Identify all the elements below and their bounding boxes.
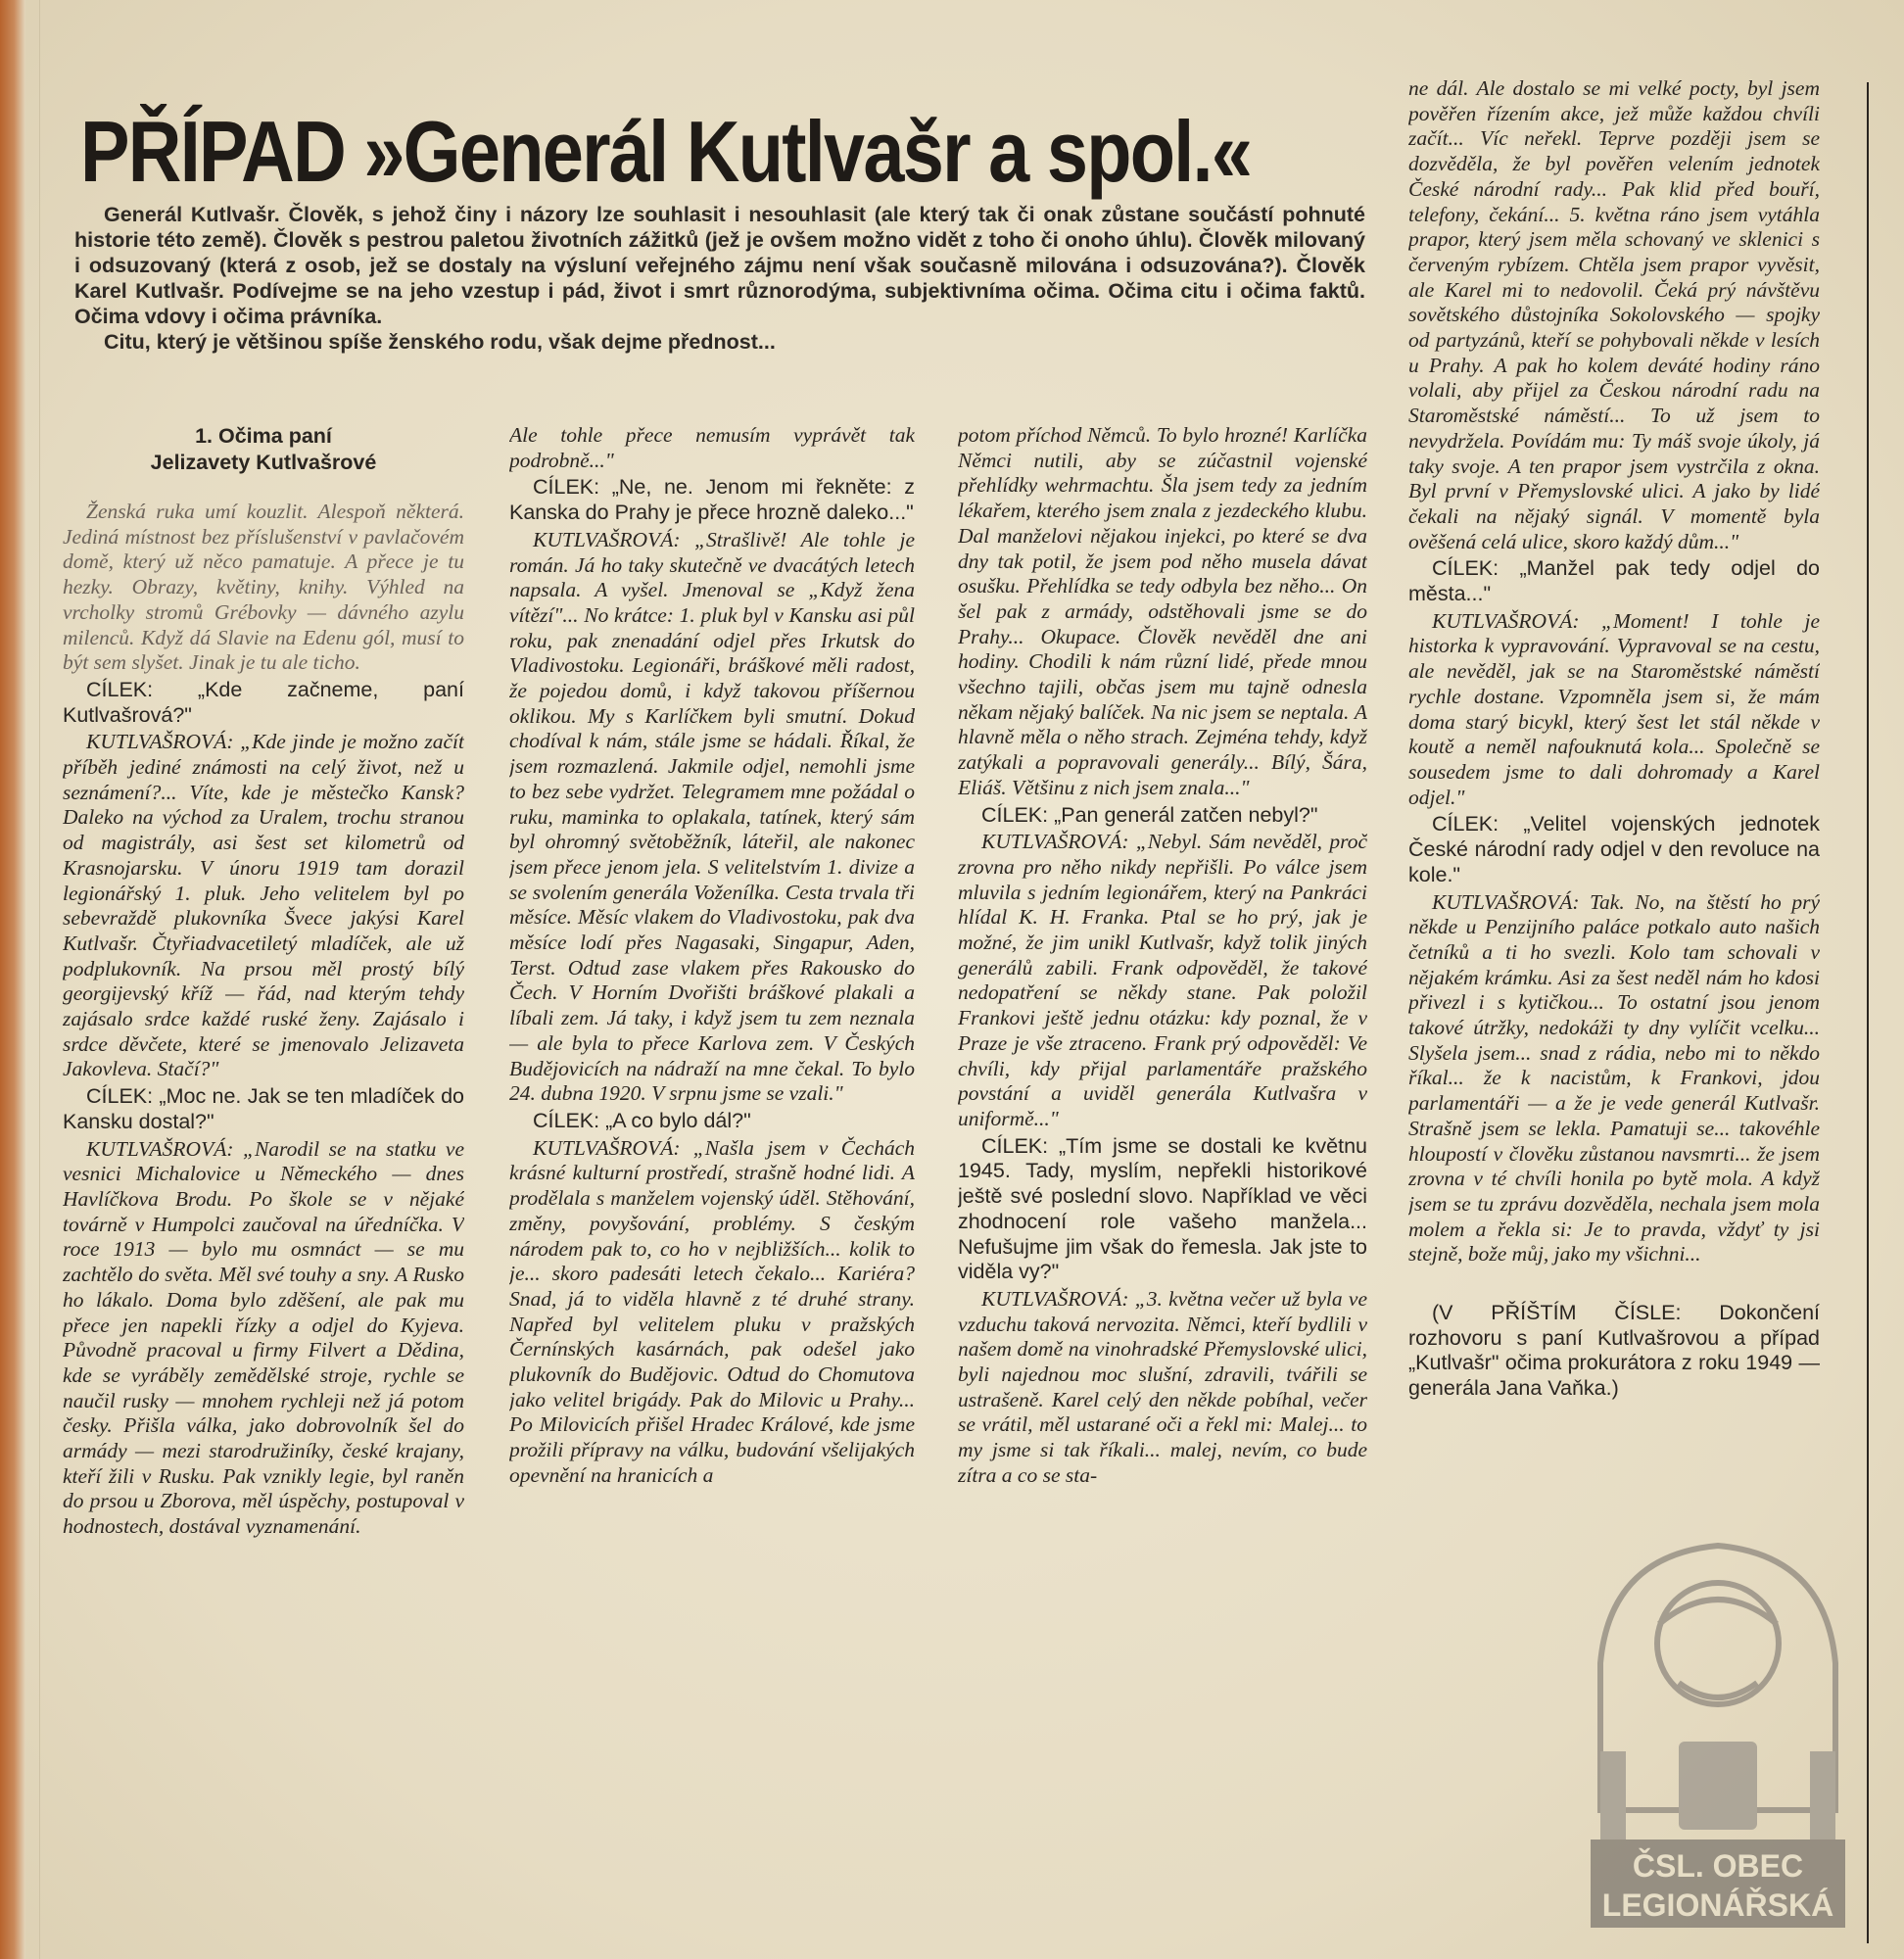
answer-paragraph: KUTLVAŠROVÁ: „Našla jsem v Čechách krásné kulturní prostředí, strašně hodné lidi. A prodělala s manželem vojenský úděl. Stěhování, změny, povyšování, problémy. S českým národem pak to, co ho v nejbližších... kolik to je... skoro padesáti letech čekalo... Kariéra? Snad, já to viděla hlavně z té druhé strany. Napřed byl velitelem pluku v pražských Černínských kasárnách, pak odešel jako plukovník do Budějovic. Odtud do Chomutova jako velitel brigády. Pak do Milovic u Prahy... Po Milovicích přišel Hradec Králové, kde jsme prožili přípravy na válku, budování všelijakých opevnění na hranicích a <box>509 1135 915 1487</box>
article-column-3 <box>958 423 1367 1912</box>
article-title: PŘÍPAD »Generál Kutlvašr a spol.« <box>80 103 1252 200</box>
seal-text-top: ČSL. OBEC <box>1632 1848 1804 1884</box>
question-paragraph: CÍLEK: „Velitel vojenských jednotek České národní rady odjel v den revoluce na kole." <box>1408 812 1820 886</box>
section-heading-line: Jelizavety Kutlvašrové <box>150 451 377 474</box>
question-paragraph: CÍLEK: „Moc ne. Jak se ten mladíček do Kansku dostal?" <box>63 1084 464 1133</box>
answer-paragraph: Ale tohle přece nemusím vyprávět tak podrobně..." <box>509 423 915 472</box>
question-paragraph: CÍLEK: „Manžel pak tedy odjel do města..." <box>1408 556 1820 606</box>
answer-paragraph: KUTLVAŠROVÁ: „Narodil se na statku ve vesnici Michalovice u Německého — dnes Havlíčkova Brodu. Po škole se v nějaké továrně v Humpolci zaučoval na úředníčka. V roce 1913 — bylo mu osmnáct — se mu zachtělo do světa. Měl své touhy a sny. A Rusko ho lákalo. Doma bylo zděšení, ale pak mu přece jen napekli řízky a odjel do Kyjeva. Původně pracoval u firmy Filvert a Dědina, kde se vyráběly zemědělské stroje, rychle se naučil rusky — mnohem rychleji než já potom česky. Přišla válka, jako dobrovolník šel do armády — mezi starodružiníky, české krajany, kteří žili v Rusku. Pak vznikly legie, byl raněn do prsou u Zborova, měl úspěchy, postupoval v hodnostech, dostával vyznamenání. <box>63 1136 464 1539</box>
page-fold-line <box>39 0 40 1959</box>
answer-paragraph: KUTLVAŠROVÁ: „Moment! I tohle je historka k vypravování. Vypravoval se na cestu, ale nevěděl, jak se na Staroměstské náměstí rychle dostane. Vzpomněla jsem si, že mám doma starý bicykl, který šest let stál někde v koutě a neměl nafouknutá kola... Společně se sousedem jsme to dali dohromady a Karel odjel." <box>1408 608 1820 809</box>
page-edge <box>0 0 25 1959</box>
legion-seal-watermark <box>1561 1516 1875 1937</box>
article-lead <box>74 202 1365 355</box>
article-column-1 <box>63 423 464 1912</box>
question-paragraph: CÍLEK: „Ne, ne. Jenom mi řekněte: z Kanska do Prahy je přece hrozně daleko..." <box>509 475 915 525</box>
answer-paragraph: KUTLVAŠROVÁ: Tak. No, na štěstí ho prý někde u Penzijního paláce potkalo auto našich četníků a ti ho svezli. Kolo tam schovali v nějakém krámku. Asi za šest neděl nám ho kdosi přivezl i s kytičkou... To ostatní jsou jenom takové útržky, nedokáži ty dny vylíčit vcelku... Slyšela jsem... snad z rádia, nebo mi to někdo říkal... že k nacistům, k Frankovi, jdou parlamentáři — a že je vede generál Kutlvašr. Strašně jsem se lekla. Pamatuji se... takovéhle hloupostí v člověku zůstanou navsmrti... že jsem zrovna v té chvíli honila po bytě mola. A když jsem se tu zprávu dozvěděla, nechala jsem mola molem a řekla si: Je to pravda, vždyť ty jsi stejně, bože můj, jako my všichni... <box>1408 889 1820 1266</box>
question-paragraph: CÍLEK: „A co bylo dál?" <box>533 1108 751 1132</box>
question-paragraph: CÍLEK: „Pan generál zatčen nebyl?" <box>981 802 1318 827</box>
answer-paragraph: KUTLVAŠROVÁ: „3. května večer už byla ve vzduchu taková nervozita. Němci, kteří bydlili v našem domě na vinohradské Přemyslovské ulici, byli najednou moc slušní, zdravili, tvářili se ustrašeně. Karel celý den někde pobíhal, večer se vrátil, měl ustarané oči a řekl mi: Malej... to my jsme si tak říkali... malej, nevím, co bude zítra a co se sta- <box>958 1286 1367 1487</box>
next-issue-note: (V PŘÍŠTÍM ČÍSLE: Dokončení rozhovoru s paní Kutlvašrovou a případ „Kutlvašr" očima prokurátora z roku 1949 — generála Jana Vaňka.) <box>1408 1301 1820 1401</box>
answer-paragraph: KUTLVAŠROVÁ: „Strašlivě! Ale tohle je román. Já ho taky skutečně ve dvacátých letech napsala. A vyšel. Jmenoval se „Když žena vítězí"... No krátce: 1. pluk byl v Kansku asi půl roku, pak znenadání odjel přes Irkutsk do Vladivostoku. Legionáři, bráškové měli radost, že pojedou domů, i když takovou příšernou oklikou. My s Karlíčkem byli smutní. Dokud chodíval k nám, stále jsme se hádali. Říkal, že jsem rozmazlená. Jakmile odjel, nemohli jsme to bez sebe vydržet. Telegramem mne požádal o ruku, maminka to oplakala, tatínek, který sám byl ohromný světoběžník, láteřil, ale nakonec jsem přece jenom jela. S velitelstvím 1. divize a se svolením generála Voženílka. Cesta trvala tři měsíce. Měsíc vlakem do Vladivostoku, pak dva měsíce lodí přes Nagasaki, Singapur, Aden, Terst. Odtud zase vlakem přes Rakousko do Čech. V Horním Dvořišti bráškové plakali a líbali zem. Já taky, i když jsem tu zem neznala — ale byla to přece Karlova zem. V Českých Budějovicích na nádraží na mne čekal. To bylo 24. dubna 1920. V srpnu jsme se vzali." <box>509 527 915 1106</box>
section-heading <box>63 423 464 476</box>
lead-paragraph: Generál Kutlvašr. Člověk, s jehož činy i názory lze souhlasit i nesouhlasit (ale který tak či onak zůstane součástí pohnuté historie této země). Člověk s pestrou paletou životních zážitků (jež je ovšem možno vidět z toho či onoho úhlu). Člověk milovaný i odsuzovaný (která z osob, jež se dostaly na výsluní veřejného zájmu není však současně milována i odsuzována?). Člověk Karel Kutlvašr. Podívejme se na jeho vzestup i pád, život i smrt různorodýma, subjektivníma očima. Očima citu i očima faktů. Očima vdovy i očima právníka. <box>74 203 1365 328</box>
answer-paragraph: potom příchod Němců. To bylo hrozné! Karlíčka Němci nutili, aby se zúčastnil vojenské přehlídky wehrmachtu. Šla jsem tedy za jedním lékařem, kterého jsem znala z jezdeckého klubu. Dal manželovi nějakou injekci, po které se dva dny tak potil, že jsem pod něho musela dávat osušku. Přehlídka se tedy odbyla bez něho... On šel pak z armády, odstěhovali jsme se do Prahy... Okupace. Člověk nevěděl dne ani hodiny. Chodili k nám různí lidé, přede mnou všechno tajili, občas jsem mu tajně odnesla někam nějaký balíček. Na nic jsem se neptala. A hlavně měla o něho strach. Zejména tehdy, když zatýkali a popravovali generály... Bílý, Šára, Eliáš. Většinu z nich jsem znala..." <box>958 423 1367 799</box>
lead-paragraph: Citu, který je většinou spíše ženského rodu, však dejme přednost... <box>104 330 776 354</box>
question-paragraph: CÍLEK: „Kde začneme, paní Kutlvašrová?" <box>63 677 464 727</box>
article-column-2 <box>509 423 915 1912</box>
answer-paragraph: ne dál. Ale dostalo se mi velké pocty, byl jsem pověřen řízením akce, jež může každou chvíli začít... Víc neřekl. Teprve později jsem se dozvěděla, že byl pověřen velením jednotek České národní rady... Pak klid před bouří, telefony, čekání... 5. května ráno jsem vytáhla prapor, který jsem měla schovaný ve sklenici s červeným rybízem. Chtěla jsem prapor vyvěsit, ale Karel mi to nedovolil. Čeká prý návštěvu sovětského důstojníka Sokolovského — spojky od partyzánů, kteří se pohybovali někde v lesích u Prahy. A pak ho kolem deváté hodiny ráno volali, aby přijel za Českou národní radu na Staroměstské náměstí... To už jsem to nevydržela. Povídám mu: Ty máš svoje úkoly, já taky svoje. A ten prapor jsem vystrčila z okna. Byl první v Přemyslovské ulici. A jako by lidé čekali na nějaký signál. V momentě byla ověšená celá ulice, skoro každý dům..." <box>1408 76 1820 553</box>
answer-paragraph: KUTLVAŠROVÁ: „Nebyl. Sám nevěděl, proč zrovna pro něho nikdy nepřišli. Po válce jsem mluvila s jedním legionářem, který na Pankráci hlídal K. H. Franka. Ptal se ho prý, jak je možné, že jim unikl Kutlvašr, když tolik jiných generálů zabili. Frank odpověděl, že takové nedopatření se někdy stane. Pak položil Frankovi ještě jednu otázku: kdy poznal, že v Praze je vše ztraceno. Frank prý odpověděl: Ve chvíli, kdy přijal parlamentáře pražského povstání a uviděl generála Kutlvašra v uniformě..." <box>958 830 1367 1130</box>
intro-paragraph: Ženská ruka umí kouzlit. Alespoň některá. Jediná místnost bez příslušenství v pavlačovém domě, který už něco pamatuje. A přece je tu hezky. Obrazy, květiny, knihy. Výhled na vrcholky stromů Grébovky — dávného azylu milenců. Když dá Slavie na Edenu gól, musí to být sem slyšet. Jinak je tu ale ticho. <box>63 500 464 675</box>
answer-paragraph: KUTLVAŠROVÁ: „Kde jinde je možno začít příběh jediné známosti na celý život, než u seznámení?... Víte, kde je městečko Kansk? Daleko na východ za Uralem, trochu stranou od magistrály, asi šest set kilometrů od Krasnojarsku. V únoru 1919 tam dorazil legionářský 1. pluk. Jeho velitelem byl po sebevraždě plukovníka Švece jakýsi Karel Kutlvašr. Čtyřiadvacetiletý mladíček, ale už podplukovník. Na prsou měl prostý bílý georgijevský kříž — řád, nad kterým tehdy zajásalo srdce každé ruské ženy. Zajásalo i srdce děvčete, které se jmenovalo Jelizaveta Jakovleva. Stačí?" <box>63 730 464 1081</box>
section-heading-line: 1. Očima paní <box>195 424 332 448</box>
seal-text-bottom: LEGIONÁŘSKÁ <box>1601 1887 1834 1923</box>
question-paragraph: CÍLEK: „Tím jsme se dostali ke květnu 1945. Tady, myslím, nepřekli historikové ještě své poslední slovo. Například ve věci zhodnocení role vašeho manžela... Nefušujme jim však do řemesla. Jak jste to viděla vy?" <box>958 1133 1367 1284</box>
